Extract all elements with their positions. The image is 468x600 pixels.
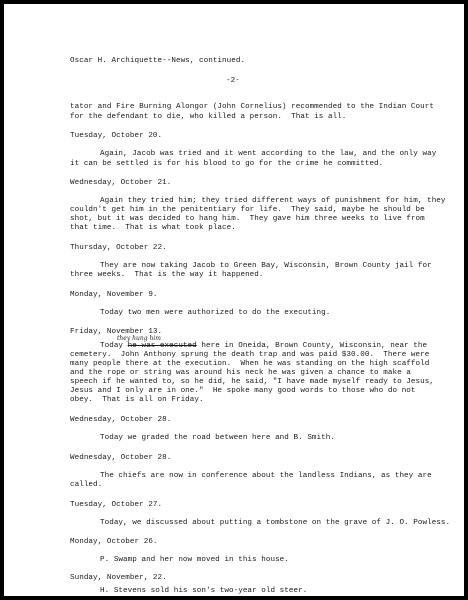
text-line: Jesus and I only are in one." He spoke many good words to those who do not — [70, 387, 416, 395]
text-fragment: here in Oneida, Brown County, Wisconsin, near the — [196, 342, 428, 350]
text-line: tator and Fire Burning Alongor (John Cornelius) recommended to the Indian Court — [70, 103, 434, 111]
text-line: couldn't get him in the penitentiary for life. They said, maybe he should be — [70, 206, 425, 214]
text-line: Again they tried him; they tried different ways of punishment for him, they — [100, 197, 446, 205]
text-line: Today two men were authorized to do the executing. — [100, 309, 331, 317]
text-line: shot, but it was decided to hang him. They gave him three weeks to live from — [70, 215, 425, 223]
text-line: Today, we discussed about putting a tombstone on the grave of J. O. Powless. — [100, 519, 451, 527]
text-line: They are now taking Jacob to Green Bay, Wisconsin, Brown County jail for — [100, 262, 432, 270]
text-line: Today we graded the road between here and B. Smith. — [100, 434, 335, 442]
text-line — [100, 342, 427, 351]
text-line: three weeks. That is the way it happened. — [70, 271, 264, 279]
text-fragment: Today — [100, 342, 128, 350]
date-heading: Thursday, October 22. — [70, 244, 167, 252]
date-heading: Friday, November 13. — [70, 328, 163, 336]
date-heading: Tuesday, October 27. — [70, 501, 163, 509]
text-line: P. Swamp and her now moved in this house. — [100, 556, 289, 564]
date-heading: Tuesday, October 20. — [70, 132, 163, 140]
text-line: it can be settled is for his blood to go for the crime he committed. — [70, 160, 384, 168]
text-line: and the rope or string was around his neck he was given a chance to make a — [70, 369, 411, 377]
date-heading: Monday, October 26. — [70, 538, 158, 546]
text-line: Again, Jacob was tried and it went according to the law, and the only way — [100, 150, 437, 158]
handwritten-insertion: they hung him — [117, 335, 161, 342]
text-line: many people there at the execution. When he was standing on the high scaffold — [70, 360, 430, 368]
struck-through-text: he was executed — [127, 342, 197, 350]
text-line: obey. That is all on Friday. — [70, 396, 204, 404]
date-heading: Wednesday, October 21. — [70, 179, 172, 187]
date-heading: Wednesday, October 28. — [70, 416, 172, 424]
text-line: for the defendant to die, who killed a person. That is all. — [70, 113, 347, 121]
text-line: cemetery. John Anthony sprung the death trap and was paid $30.00. There were — [70, 351, 430, 359]
running-title: Oscar H. Archiquette--News, continued. — [70, 57, 246, 65]
text-line: H. Stevens sold his son's two-year old steer. — [100, 587, 308, 595]
date-heading: Monday, November 9. — [70, 291, 158, 299]
date-heading: Sunday, November, 22. — [70, 574, 167, 582]
text-line: speech if he wanted to, so he did, he said, "I have made myself ready to Jesus, — [70, 378, 434, 386]
date-heading: Wednesday, October 28. — [70, 454, 172, 462]
document-page — [4, 4, 464, 596]
text-line: that time. That is what took place. — [70, 224, 236, 232]
text-line: The chiefs are now in conference about the landless Indians, as they are — [100, 472, 432, 480]
page-number: -2- — [226, 77, 240, 85]
text-line: called. — [70, 481, 103, 489]
